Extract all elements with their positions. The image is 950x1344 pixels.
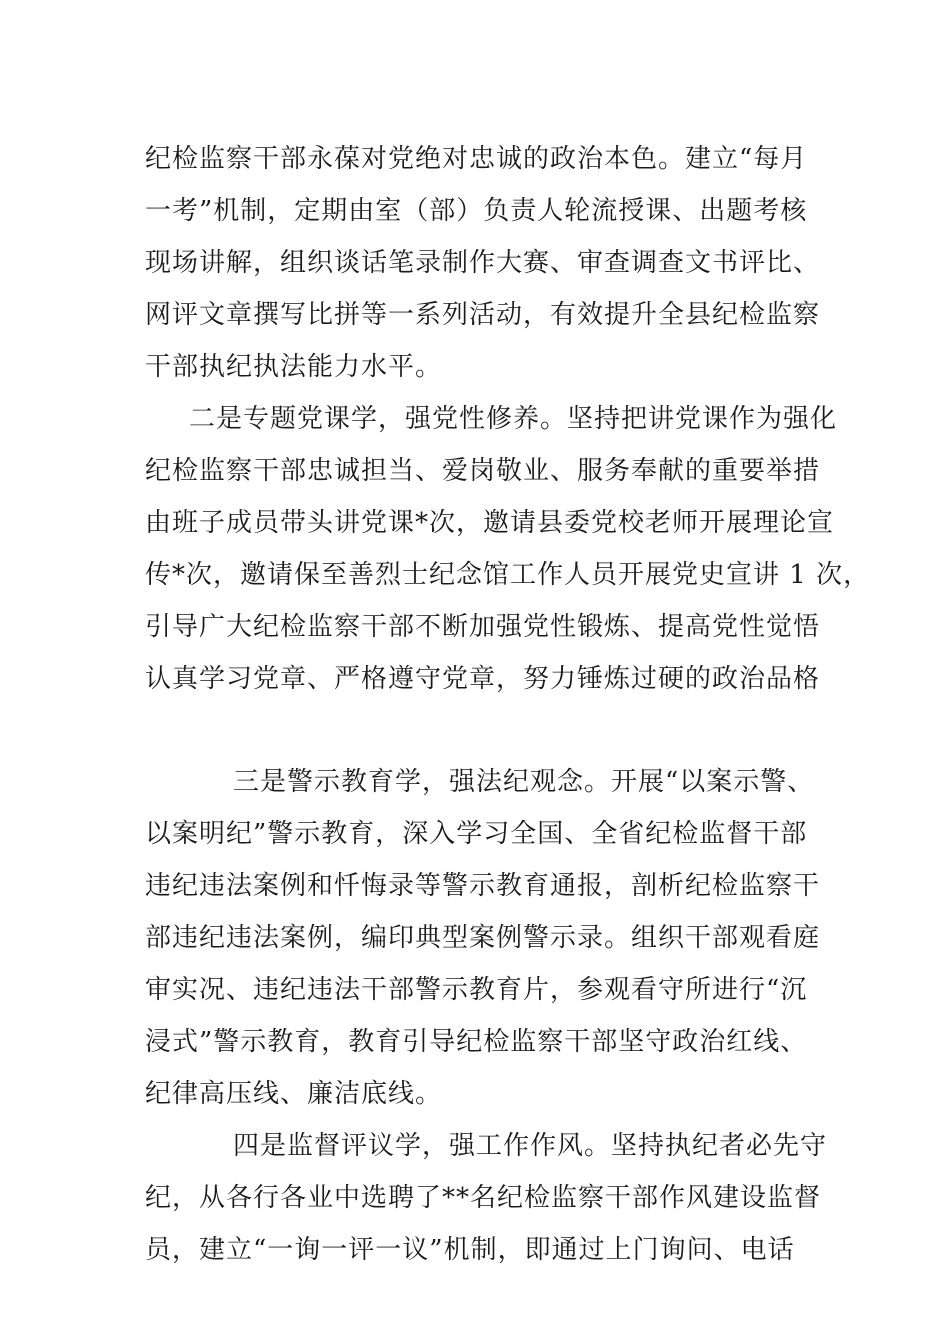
text-line: 纪律高压线、廉洁底线。: [145, 1079, 443, 1109]
text-line: 四是监督评议学，强工作作风。坚持执纪者必先守: [233, 1131, 828, 1161]
text-line: 员，建立“一询一评一议”机制，即通过上门询问、电话: [145, 1235, 795, 1265]
text-line: 引导广大纪检监察干部不断加强党性锻炼、提高党性觉悟: [145, 612, 821, 642]
text-line: 网评文章撰写比拼等一系列活动，有效提升全县纪检监察: [145, 300, 821, 330]
text-line: 现场讲解，组织谈话笔录制作大赛、审查调查文书评比、: [145, 248, 821, 278]
text-line: 纪检监察干部永葆对党绝对忠诚的政治本色。建立“每月: [145, 144, 808, 174]
text-line: 二是专题党课学，强党性修养。坚持把讲党课作为强化: [189, 404, 838, 434]
text-line: 三是警示教育学，强法纪观念。开展“以案示警、: [233, 767, 815, 797]
text-line: 一考”机制，定期由室（部）负责人轮流授课、出题考核: [145, 196, 808, 226]
text-line: 传*次，邀请保至善烈士纪念馆工作人员开展党史宣讲 1 次，: [145, 560, 871, 590]
text-line: 干部执纪执法能力水平。: [145, 352, 443, 382]
text-line: 纪检监察干部忠诚担当、爱岗敬业、服务奉献的重要举措: [145, 456, 821, 486]
text-line: 浸式”警示教育，教育引导纪检监察干部坚守政治红线、: [145, 1027, 808, 1057]
text-line: 违纪违法案例和忏悔录等警示教育通报，剖析纪检监察干: [145, 871, 821, 901]
text-line: 审实况、违纪违法干部警示教育片，参观看守所进行“沉: [145, 975, 808, 1005]
text-line: 以案明纪”警示教育，深入学习全国、全省纪检监督干部: [145, 819, 808, 849]
text-line: 认真学习党章、严格遵守党章，努力锤炼过硬的政治品格: [145, 664, 821, 694]
text-line: 部违纪违法案例，编印典型案例警示录。组织干部观看庭: [145, 923, 821, 953]
text-line: 纪，从各行各业中选聘了**名纪检监察干部作风建设监督: [145, 1183, 822, 1213]
text-line: 由班子成员带头讲党课*次，邀请县委党校老师开展理论宣: [145, 508, 835, 538]
